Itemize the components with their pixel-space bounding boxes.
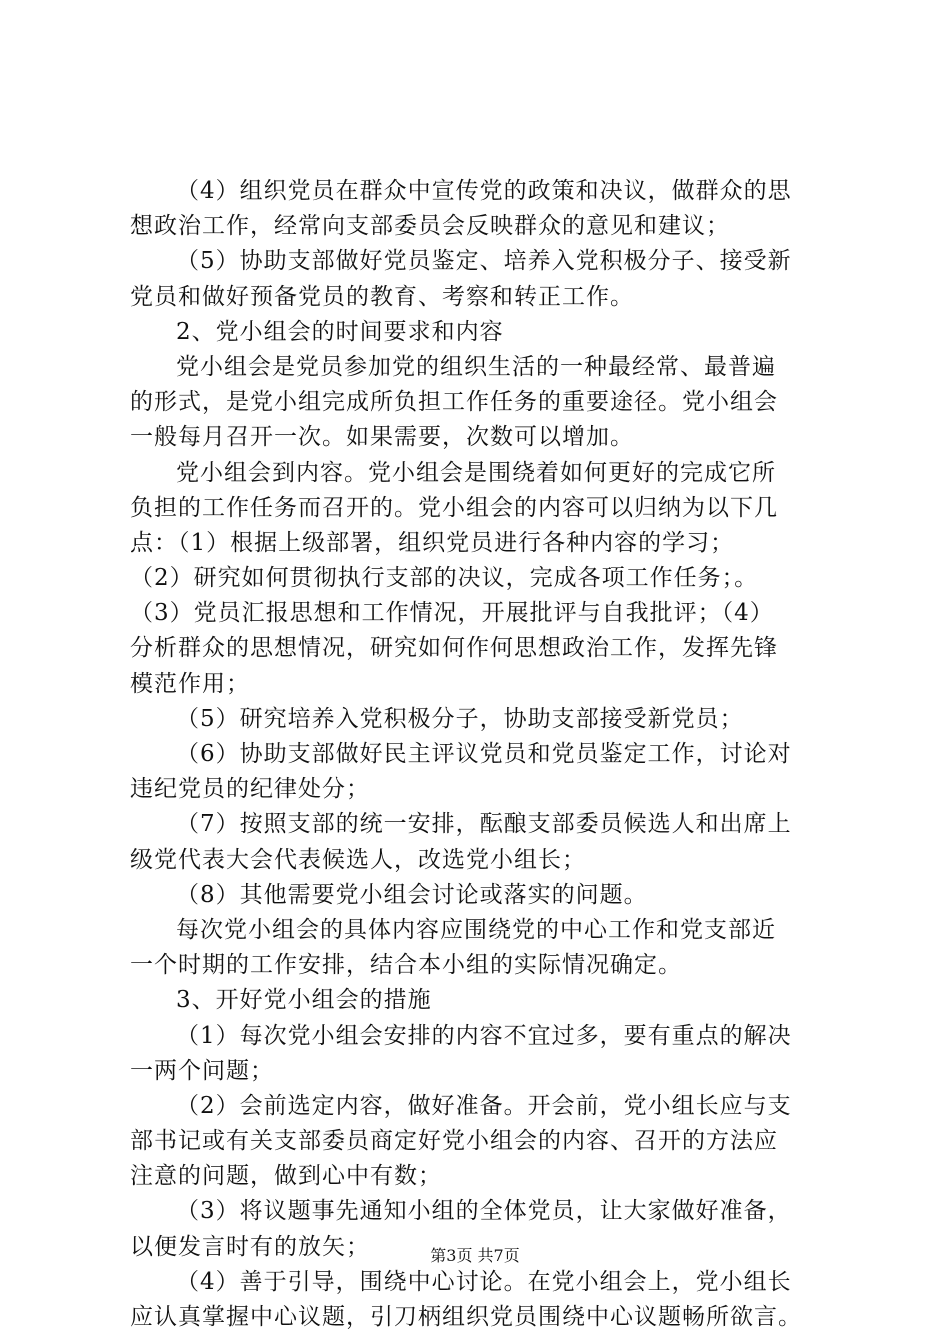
paragraph-line: 分析群众的思想情况，研究如何作何思想政治工作，发挥先锋	[130, 635, 778, 662]
section-heading: 2、党小组会的时间要求和内容	[176, 318, 504, 345]
paragraph-line: 违纪党员的纪律处分；	[130, 776, 370, 803]
paragraph-line: （4）组织党员在群众中宣传党的政策和决议，做群众的思	[176, 178, 792, 204]
paragraph-line: （1）每次党小组会安排的内容不宜过多，要有重点的解决	[176, 1022, 792, 1049]
paragraph-line: 一两个问题；	[130, 1057, 274, 1084]
paragraph-line: 的形式，是党小组完成所负担工作任务的重要途径。党小组会	[130, 389, 778, 416]
paragraph-line: （5）协助支部做好党员鉴定、培养入党积极分子、接受新	[176, 248, 792, 275]
paragraph-line: （8）其他需要党小组会讨论或落实的问题。	[176, 881, 648, 908]
paragraph-line: （7）按照支部的统一安排，酝酿支部委员候选人和出席上	[176, 811, 792, 838]
paragraph-line: 党小组会到内容。党小组会是围绕着如何更好的完成它所	[176, 459, 776, 486]
document-body	[130, 174, 830, 1335]
paragraph-line: 一般每月召开一次。如果需要，次数可以增加。	[130, 424, 634, 451]
paragraph-line: 每次党小组会的具体内容应围绕党的中心工作和党支部近	[176, 916, 776, 943]
page-number-footer: 第3页 共7页	[430, 1246, 520, 1265]
paragraph-line: 部书记或有关支部委员商定好党小组会的内容、召开的方法应	[130, 1128, 778, 1155]
paragraph-line: （2）研究如何贯彻执行支部的决议，完成各项工作任务；。	[130, 565, 759, 592]
paragraph-line: （5）研究培养入党积极分子，协助支部接受新党员；	[176, 705, 744, 732]
paragraph-line: 应认真掌握中心议题，引刀柄组织党员围绕中心议题畅所欲言。	[130, 1304, 802, 1330]
paragraph-line: （3）党员汇报思想和工作情况，开展批评与自我批评；（4）	[130, 600, 774, 627]
paragraph-line: （2）会前选定内容，做好准备。开会前，党小组长应与支	[176, 1092, 792, 1119]
paragraph-line: （3）将议题事先通知小组的全体党员，让大家做好准备，	[176, 1198, 792, 1225]
section-heading: 3、开好党小组会的措施	[176, 987, 432, 1014]
paragraph-line: 负担的工作任务而召开的。党小组会的内容可以归纳为以下几	[130, 494, 778, 521]
paragraph-line: 党小组会是党员参加党的组织生活的一种最经常、最普遍	[176, 353, 776, 380]
paragraph-line: 想政治工作，经常向支部委员会反映群众的意见和建议；	[130, 213, 730, 240]
paragraph-line: （4）善于引导，围绕中心讨论。在党小组会上，党小组长	[176, 1268, 792, 1295]
paragraph-line: 党员和做好预备党员的教育、考察和转正工作。	[130, 283, 634, 310]
paragraph-line: 以便发言时有的放矢；	[130, 1233, 370, 1260]
paragraph-line: 级党代表大会代表候选人，改选党小组长；	[130, 846, 586, 873]
paragraph-line: （6）协助支部做好民主评议党员和党员鉴定工作，讨论对	[176, 741, 792, 767]
paragraph-line: 模范作用；	[130, 670, 250, 697]
paragraph-line: 点：（1）根据上级部署，组织党员进行各种内容的学习；	[130, 529, 735, 556]
paragraph-line: 注意的问题，做到心中有数；	[130, 1163, 442, 1190]
paragraph-line: 一个时期的工作安排，结合本小组的实际情况确定。	[130, 952, 682, 979]
